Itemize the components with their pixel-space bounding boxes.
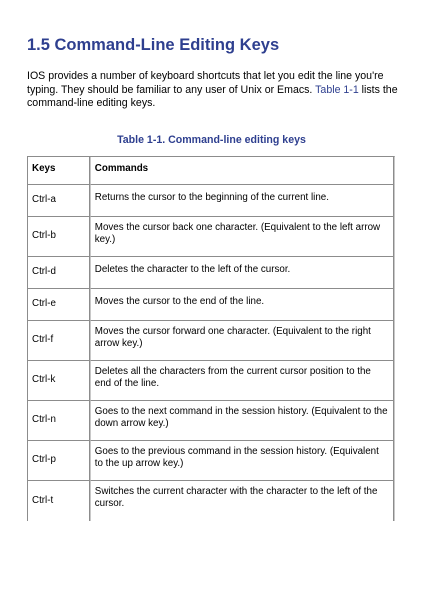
- table-row: [28, 289, 394, 321]
- table-header-row: [28, 157, 394, 185]
- command-cell: Moves the cursor forward one character. (Equivalent to the right arrow key.): [90, 321, 394, 361]
- key-cell: Ctrl-k: [28, 361, 90, 401]
- command-cell: Switches the current character with the character to the left of the cursor.: [90, 481, 394, 521]
- key-cell: Ctrl-a: [28, 185, 90, 217]
- table-row: [28, 321, 394, 361]
- header-keys: Keys: [28, 157, 90, 185]
- key-cell: Ctrl-p: [28, 441, 90, 481]
- intro-paragraph: [27, 70, 399, 111]
- table-row: [28, 257, 394, 289]
- intro-text-before: IOS provides a number of keyboard shortcuts that let you edit the line you're typing. They should be familiar to any user of Unix or Emacs.: [27, 70, 384, 96]
- key-cell: Ctrl-d: [28, 257, 90, 289]
- command-cell: Goes to the previous command in the session history. (Equivalent to the up arrow key.): [90, 441, 394, 481]
- editing-keys-table: [27, 156, 395, 521]
- table-row: [28, 441, 394, 481]
- table-reference-link[interactable]: Table 1-1: [315, 83, 359, 96]
- table-row: [28, 185, 394, 217]
- command-cell: Moves the cursor to the end of the line.: [90, 289, 394, 321]
- table-row: [28, 401, 394, 441]
- intro-text-after: lists the command-line editing keys.: [27, 83, 398, 110]
- key-cell: Ctrl-t: [28, 481, 90, 521]
- table-row: [28, 481, 394, 521]
- command-cell: Returns the cursor to the beginning of the current line.: [90, 185, 394, 217]
- key-cell: Ctrl-f: [28, 321, 90, 361]
- section-title: 1.5 Command-Line Editing Keys: [27, 36, 280, 54]
- command-cell: Deletes all the characters from the current cursor position to the end of the line.: [90, 361, 394, 401]
- command-cell: Deletes the character to the left of the cursor.: [90, 257, 394, 289]
- table-row: [28, 361, 394, 401]
- table-row: [28, 217, 394, 257]
- key-cell: Ctrl-b: [28, 217, 90, 257]
- command-cell: Goes to the next command in the session history. (Equivalent to the down arrow key.): [90, 401, 394, 441]
- table-caption: Table 1-1. Command-line editing keys: [117, 134, 306, 146]
- key-cell: Ctrl-n: [28, 401, 90, 441]
- command-cell: Moves the cursor back one character. (Equivalent to the left arrow key.): [90, 217, 394, 257]
- header-commands: Commands: [90, 157, 394, 185]
- key-cell: Ctrl-e: [28, 289, 90, 321]
